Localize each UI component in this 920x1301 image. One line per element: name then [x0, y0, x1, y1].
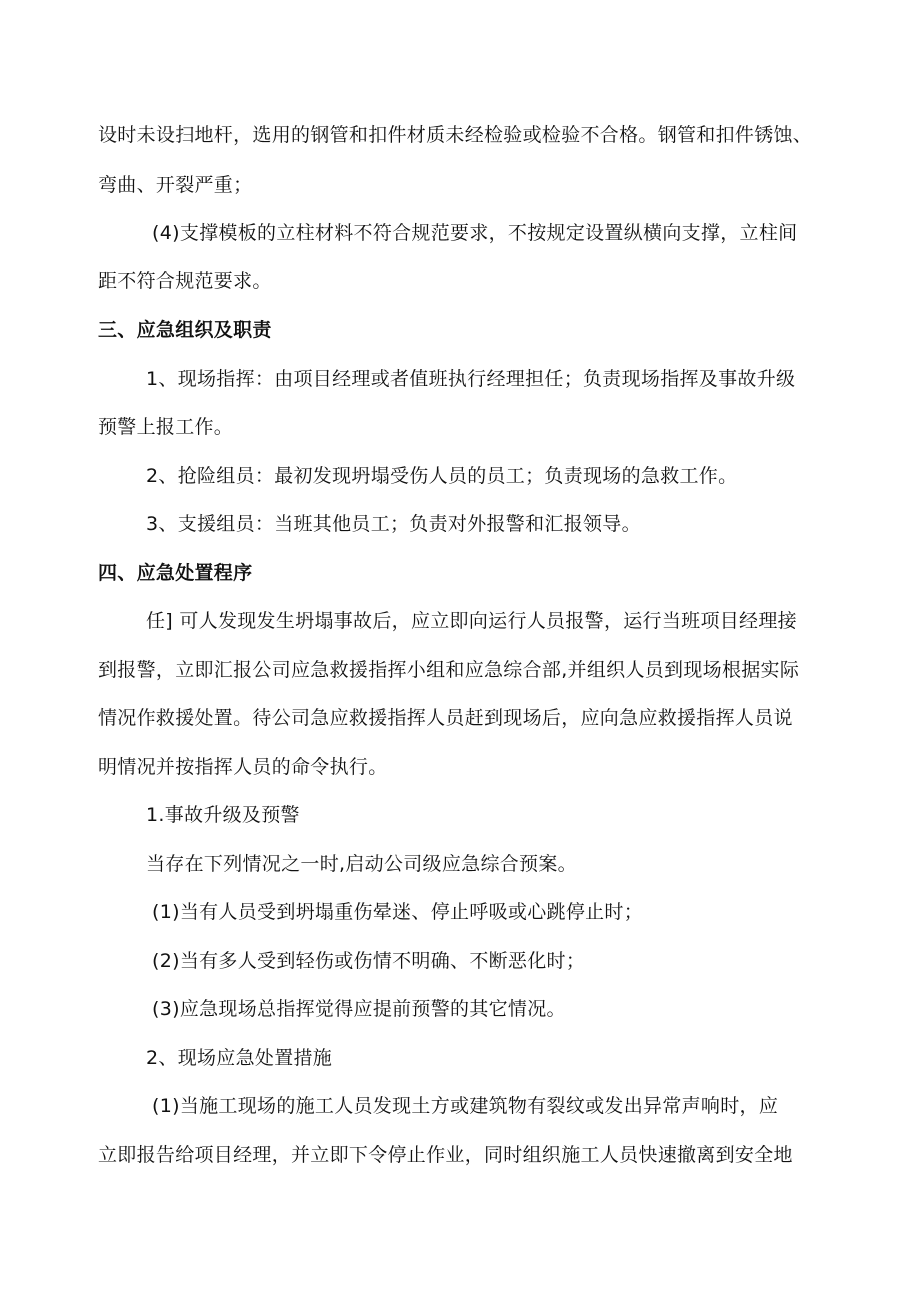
item-4-line-2: 距不符合规范要求。 — [98, 270, 272, 292]
role-1-line-2: 预警上报工作。 — [98, 416, 234, 438]
escalation-item-1: (1)当有人员受到坍塌重伤晕迷、停止呼吸或心跳停止时； — [152, 901, 644, 923]
procedure-line-4: 明情况并按指挥人员的命令执行。 — [98, 756, 388, 778]
procedure-line-2: 到报警，立即汇报公司应急救援指挥小组和应急综合部,并组织人员到现场根据实际 — [98, 659, 800, 681]
section-heading-4: 四、应急处置程序 — [98, 562, 253, 584]
role-3-line: 3、支援组员：当班其他员工；负责对外报警和汇报领导。 — [146, 513, 641, 535]
measure-1-line-2: 立即报告给项目经理，并立即下令停止作业，同时组织施工人员快速撤离到安全地 — [98, 1144, 793, 1166]
subheading-measures: 2、现场应急处置措施 — [146, 1047, 333, 1069]
body-line-1: 设时未设扫地杆，选用的钢管和扣件材质未经检验或检验不合格。钢管和扣件锈蚀、 — [98, 124, 813, 146]
escalation-intro: 当存在下列情况之一时,启动公司级应急综合预案。 — [146, 853, 577, 875]
measure-1-line-1: (1)当施工现场的施工人员发现土方或建筑物有裂纹或发出异常声响时，应 — [152, 1095, 779, 1117]
procedure-line-1: 任] 可人发现发生坍塌事故后，应立即向运行人员报警，运行当班项目经理接 — [146, 610, 797, 632]
role-1-line-1: 1、现场指挥：由项目经理或者值班执行经理担任；负责现场指挥及事故升级 — [146, 368, 796, 390]
body-line-2: 弯曲、开裂严重； — [98, 174, 253, 196]
role-2-line: 2、抢险组员：最初发现坍塌受伤人员的员工；负责现场的急救工作。 — [146, 465, 738, 487]
escalation-item-3: (3)应急现场总指挥觉得应提前预警的其它情况。 — [152, 998, 566, 1020]
section-heading-3: 三、应急组织及职责 — [98, 319, 272, 341]
subheading-escalation: 1.事故升级及预警 — [146, 804, 300, 826]
procedure-line-3: 情况作救援处置。待公司急应救援指挥人员赶到现场后，应向急应救援指挥人员说 — [98, 707, 793, 729]
escalation-item-2: (2)当有多人受到轻伤或伤情不明确、不断恶化时； — [152, 950, 586, 972]
item-4-line-1: (4)支撑模板的立柱材料不符合规范要求，不按规定设置纵横向支撑，立柱间 — [152, 222, 798, 244]
